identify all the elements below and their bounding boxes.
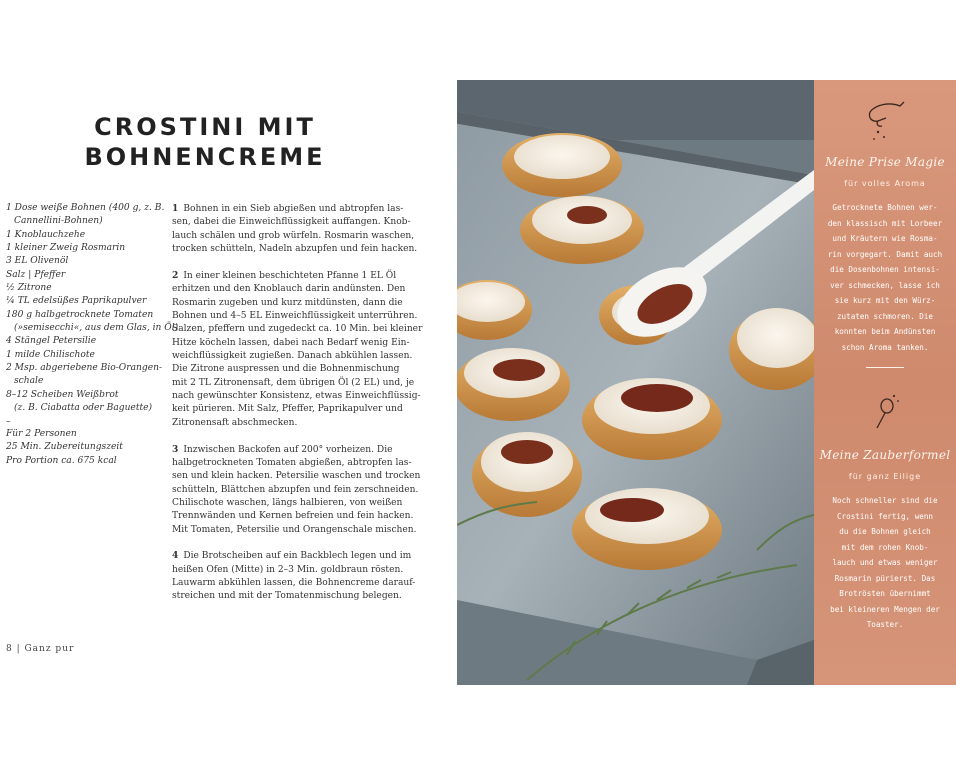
ingredient-line: Salz | Pfeffer (6, 269, 66, 280)
instruction-step (172, 202, 418, 256)
instruction-line: Zitronensaft abschmecken. (172, 417, 298, 428)
tip-text-line: lauch und etwas weniger (832, 558, 938, 568)
tip-subheading: für volles Aroma (844, 179, 926, 188)
step-text: In einer kleinen beschichteten Pfanne 1 EL Öl (183, 270, 397, 281)
instruction-step (172, 443, 421, 537)
tip-text-line: die Dosenbohnen intensi- (830, 265, 940, 275)
tip-text-line: zutaten schmoren. Die (836, 311, 933, 321)
instruction-line (172, 269, 407, 283)
instruction-line: Rosmarin zugeben und kurz mitdünsten, dann die (172, 297, 403, 308)
instruction-line: Die Zitrone auspressen und die Bohnenmischung (172, 364, 400, 375)
tip-text-line: Crostini fertig, wenn (836, 511, 933, 521)
crostini-photo-illustration (457, 80, 814, 685)
ingredient-line: 1 Dose weiße Bohnen (400 g, z. B. (6, 203, 165, 213)
tip-text-line: mit dem rohen Knob- (841, 542, 929, 552)
recipe-title-line: CROSTINI MIT (94, 113, 316, 141)
instruction-line: Trennwänden und Kernen befreien und fein hacken. (172, 511, 414, 522)
ingredient-line: schale (14, 376, 44, 387)
instruction-steps (172, 202, 423, 616)
step-text: Bohnen in ein Sieb abgießen und abtropfen las- (183, 204, 404, 214)
ingredient-line: 8–12 Scheiben Weißbrot (6, 389, 119, 400)
instruction-line: halbgetrockneten Tomaten abgießen, abtropfen las- (172, 457, 412, 468)
pinch-hand-icon (814, 94, 956, 146)
tip-text-line: bei kleineren Mengen der (830, 604, 940, 614)
step-text: Inzwischen Backofen auf 200° vorheizen. Die (183, 444, 393, 455)
step-number: 3 (172, 443, 179, 455)
tip-text-line: rin vorgegart. Damit auch (827, 249, 943, 259)
instruction-line (172, 202, 407, 216)
tip-text (820, 200, 950, 355)
instruction-line: Mit Tomaten, Petersilie und Orangenschale mischen. (172, 524, 417, 535)
instruction-line: sen, dabei die Einweichflüssigkeit auffangen. Knob- (172, 217, 411, 228)
recipe-meta-line: Pro Portion ca. 675 kcal (6, 455, 117, 466)
ingredient-line: (z. B. Ciabatta oder Baguette) (14, 403, 153, 414)
tip-text-line: Toaster. (866, 620, 904, 630)
instruction-line: mit 2 TL Zitronensaft, dem übrigen Öl (2 EL) und, je (172, 377, 415, 388)
tip-heading: Meine Prise Magie (825, 155, 945, 169)
ingredient-line: 1 Knoblauchzehe (6, 229, 86, 240)
divider (866, 367, 904, 368)
tip-text-line: konnten beim Andünsten (834, 327, 936, 337)
tip-text-line: sie kurz mit den Würz- (834, 296, 936, 306)
tip-text-line: Getrocknete Bohnen wer- (832, 203, 938, 212)
tip-text-line: schon Aroma tanken. (841, 342, 929, 352)
ingredient-line: 180 g halbgetrocknete Tomaten (6, 309, 154, 320)
instruction-line: sen und klein hacken. Petersilie waschen und trocken (172, 471, 421, 482)
recipe-meta (6, 428, 156, 468)
ingredient-list (6, 202, 179, 429)
step-text: Die Brotscheiben auf ein Backblech legen und im (183, 551, 412, 562)
crostino (520, 196, 644, 264)
tip-text-line: und Kräutern wie Rosma- (832, 234, 938, 244)
instruction-line: weichflüssigkeit zugießen. Danach abkühlen lassen. (172, 350, 413, 361)
ingredient-line: ½ Zitrone (6, 283, 52, 294)
instruction-line: heißen Ofen (Mitte) in 2–3 Min. goldbraun rösten. (172, 564, 404, 575)
recipe-meta-line: 25 Min. Zubereitungszeit (6, 442, 123, 453)
recipe-title-line: BOHNENCREME (84, 143, 326, 171)
tip-text-line: ver schmecken, lasse ich (830, 280, 940, 290)
instruction-line (172, 443, 407, 457)
ingredient-line: 2 Msp. abgeriebene Bio-Orangen- (6, 363, 163, 374)
tip-text-line: den klassisch mit Lorbeer (827, 218, 943, 228)
instruction-line: nach gewünschter Konsistenz, etwas Einweichflüssig- (172, 390, 421, 401)
tip-text-line: Rosmarin pürierst. Das (834, 573, 936, 583)
tip-text-line: Brotrösten übernimmt (839, 589, 931, 599)
tip-text-line: du die Bohnen gleich (839, 527, 931, 537)
instruction-line: trocken schütteln, Nadeln abzupfen und fein hacken. (172, 244, 418, 255)
instruction-line: Hitze köcheln lassen, dabei nach Bedarf wenig Ein- (172, 337, 410, 348)
page-folio: 8 | Ganz pur (6, 644, 75, 654)
step-number: 1 (172, 203, 179, 214)
ingredient-line: ¼ TL edelsüßes Paprikapulver (6, 296, 147, 307)
ingredient-line: (»semisecchi«, aus dem Glas, in Öl) (14, 323, 179, 334)
recipe-title (60, 112, 350, 172)
tip-subheading: für ganz Eilige (848, 472, 922, 481)
ingredient-line: Cannellini-Bohnen) (14, 216, 103, 227)
ingredient-line: 1 kleiner Zweig Rosmarin (6, 243, 126, 254)
instruction-line: lauch schälen und grob würfeln. Rosmarin waschen, (172, 230, 415, 241)
tip-sidebar (814, 80, 956, 685)
crostino (502, 133, 622, 197)
instruction-line: erhitzen und den Knoblauch darin andünsten. Den (172, 284, 406, 295)
tip-text-line: Noch schneller sind die (832, 496, 938, 505)
instruction-line: Lauwarm abkühlen lassen, die Bohnencreme darauf- (172, 578, 416, 589)
magic-spoon-icon (814, 392, 956, 436)
instruction-line: Chilischote waschen, längs halbieren, von weißen (172, 497, 403, 508)
instruction-line: schütteln, Blättchen abzupfen und fein zerschneiden. (172, 484, 419, 495)
food-photo (457, 80, 814, 685)
instruction-line (172, 549, 412, 563)
instruction-line: keit pürieren. Mit Salz, Pfeffer, Paprikapulver und (172, 404, 403, 415)
instruction-line: Salzen, pfeffern und zugedeckt ca. 10 Min. bei kleiner (172, 324, 423, 335)
instruction-line: Bohnen und 4–5 EL Einweichflüssigkeit unterrühren. (172, 310, 418, 321)
instruction-line: streichen und mit der Tomatenmischung belegen. (172, 591, 402, 602)
ingredient-line: 3 EL Olivenöl (6, 256, 69, 267)
step-number: 2 (172, 269, 179, 281)
tip-heading: Meine Zauberformel (819, 448, 951, 462)
instruction-step (172, 549, 416, 603)
ingredient-line: 1 milde Chilischote (6, 349, 95, 360)
tip-text (820, 493, 950, 633)
step-number: 4 (172, 550, 179, 562)
recipe-meta-line: Für 2 Personen (6, 429, 77, 439)
ingredient-line: 4 Stängel Petersilie (6, 336, 97, 347)
ingredient-line: – (6, 416, 11, 427)
instruction-step (172, 269, 423, 430)
